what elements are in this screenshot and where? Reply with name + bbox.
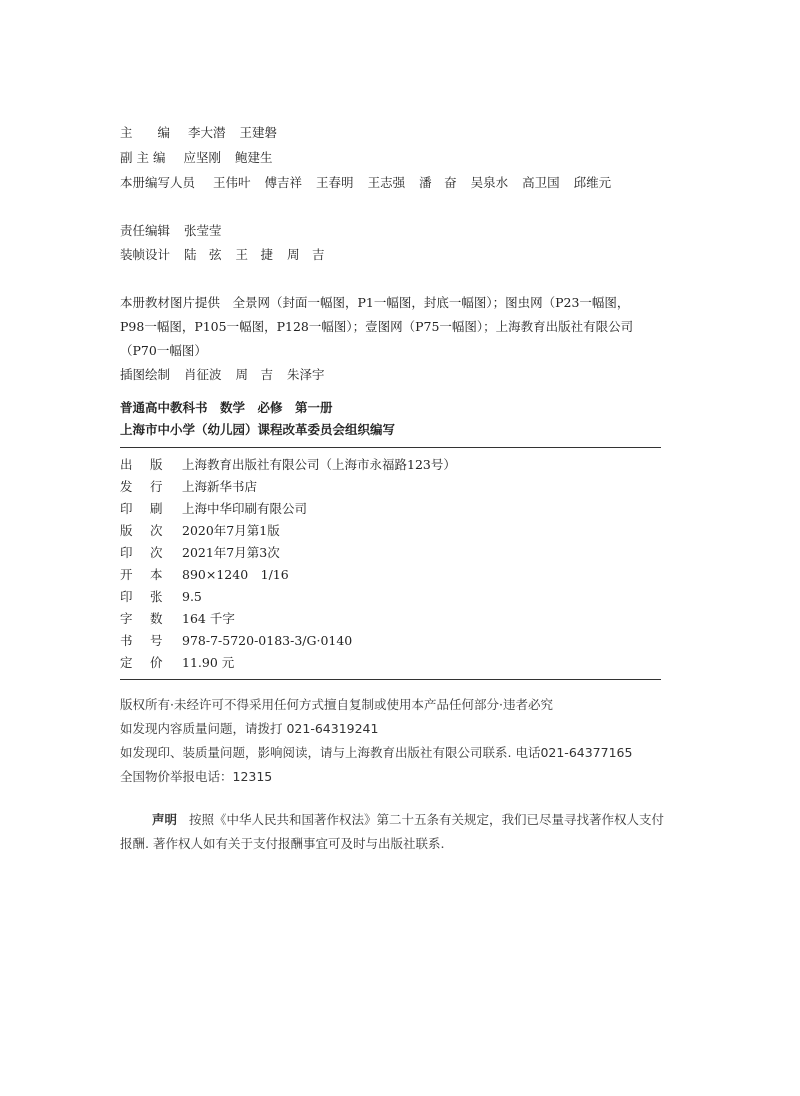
price-hotline: 全国物价举报电话：12315 xyxy=(120,769,273,784)
declaration-text: 按照《中华人民共和国著作权法》第二十五条有关规定，我们已尽量寻找著作权人支付报酬. 著作权人如有关于支付报酬事宜可及时与出版社联系. xyxy=(120,812,665,851)
cip-key-char: 出 xyxy=(120,457,133,472)
print-quality-hotline: 如发现印、装质量问题，影响阅读，请与上海教育出版社有限公司联系. 电话021-64377165 xyxy=(120,745,633,760)
illustrator-name: 肖征波 xyxy=(184,367,222,382)
cip-key-char: 刷 xyxy=(150,501,163,516)
image-credits-line-1: 本册教材图片提供 全景网（封面一幅图，P1一幅图，封底一幅图）；图虫网（P23一幅图， xyxy=(120,295,630,310)
cip-value: 2020年7月第1版 xyxy=(182,523,280,538)
cip-key-char: 书 xyxy=(120,633,133,648)
writers-label: 本册编写人员 xyxy=(120,175,196,190)
illustration-label: 插图绘制 xyxy=(120,367,171,382)
writer-name: 王伟叶 xyxy=(213,175,251,190)
cip-key-char: 发 xyxy=(120,479,133,494)
cip-row xyxy=(120,500,307,518)
deputy-editor-label: 副 主 编 xyxy=(120,150,166,165)
cip-row xyxy=(120,478,257,496)
deputy-editor-line xyxy=(120,149,272,167)
cip-value: 11.90 元 xyxy=(182,655,235,670)
cip-key-char: 版 xyxy=(150,457,163,472)
cip-value: 上海教育出版社有限公司（上海市永福路123号） xyxy=(182,457,456,472)
cip-row xyxy=(120,632,352,650)
cip-key-char: 次 xyxy=(150,523,163,538)
cip-value: 9.5 xyxy=(182,589,202,604)
cip-key-char: 行 xyxy=(150,479,163,494)
cip-value: 上海新华书店 xyxy=(182,479,258,494)
cip-key-char: 字 xyxy=(120,611,133,626)
illustrator-name: 周 吉 xyxy=(235,367,274,382)
chief-editor-name: 李大潜 xyxy=(188,125,226,140)
writer-name: 吴泉水 xyxy=(470,175,509,190)
top-divider xyxy=(120,447,661,448)
bottom-divider xyxy=(120,679,661,680)
cip-row xyxy=(120,566,289,584)
cip-key-char: 印 xyxy=(120,501,133,516)
cip-row xyxy=(120,610,235,628)
cip-key-char: 张 xyxy=(150,589,163,604)
binding-designer-name: 陆 弦 xyxy=(184,247,222,262)
binding-designer-name: 周 吉 xyxy=(287,247,325,262)
cip-value: 2021年7月第3次 xyxy=(182,545,280,560)
quality-hotline: 如发现内容质量问题，请拨打 021-64319241 xyxy=(120,721,379,736)
deputy-editor-name: 鲍建生 xyxy=(234,150,273,165)
cip-key-char: 印 xyxy=(120,545,133,560)
writer-name: 高卫国 xyxy=(522,175,560,190)
cip-value: 164 千字 xyxy=(182,611,235,626)
cip-value: 978-7-5720-0183-3/G·0140 xyxy=(182,633,353,648)
illustrator-name: 朱泽宇 xyxy=(287,367,325,382)
copyright-notice: 版权所有·未经许可不得采用任何方式擅自复制或使用本产品任何部分·违者必究 xyxy=(120,697,553,712)
writer-name: 潘 奋 xyxy=(419,175,457,190)
cip-key-char: 定 xyxy=(120,655,133,670)
chief-editor-label: 主 编 xyxy=(120,125,171,140)
cip-key-char: 印 xyxy=(120,589,133,604)
cip-key-char: 数 xyxy=(150,611,163,626)
cip-value: 上海中华印刷有限公司 xyxy=(182,501,308,516)
image-credits-line-3: （P70一幅图） xyxy=(120,343,207,358)
chief-editor-name: 王建磐 xyxy=(239,125,278,140)
deputy-editor-name: 应坚刚 xyxy=(183,150,221,165)
writer-name: 邱维元 xyxy=(573,175,612,190)
writers-line xyxy=(120,174,611,192)
responsible-editor-label: 责任编辑 xyxy=(120,223,171,238)
cip-key-char: 本 xyxy=(150,567,163,582)
binding-design-line xyxy=(120,246,325,264)
binding-design-label: 装帧设计 xyxy=(120,247,171,262)
cip-key-char: 次 xyxy=(150,545,163,560)
declaration-label: 声明 xyxy=(152,812,178,827)
cip-key-char: 价 xyxy=(150,655,163,670)
cip-value: 890×1240 1/16 xyxy=(182,567,289,582)
book-title: 普通高中教科书 数学 必修 第一册 xyxy=(120,400,333,415)
chief-editor-line xyxy=(120,124,277,142)
responsible-editor-name: 张莹莹 xyxy=(184,223,222,238)
writer-name: 王春明 xyxy=(316,175,354,190)
image-credits-line-2: P98一幅图，P105一幅图，P128一幅图）；壹图网（P75一幅图）；上海教育出版社有限公司 xyxy=(120,319,634,334)
cip-key-char: 开 xyxy=(120,567,133,582)
cip-row xyxy=(120,456,456,474)
writer-name: 王志强 xyxy=(367,175,406,190)
illustration-line xyxy=(120,366,325,384)
responsible-editor-line xyxy=(120,222,222,240)
cip-row xyxy=(120,654,234,672)
cip-row xyxy=(120,588,202,606)
cip-row xyxy=(120,544,280,562)
binding-designer-name: 王 捷 xyxy=(235,247,274,262)
cip-key-char: 号 xyxy=(150,633,163,648)
book-compiler: 上海市中小学（幼儿园）课程改革委员会组织编写 xyxy=(120,422,396,437)
cip-row xyxy=(120,522,280,540)
declaration xyxy=(120,808,665,856)
writer-name: 傅吉祥 xyxy=(264,175,303,190)
cip-key-char: 版 xyxy=(120,523,133,538)
